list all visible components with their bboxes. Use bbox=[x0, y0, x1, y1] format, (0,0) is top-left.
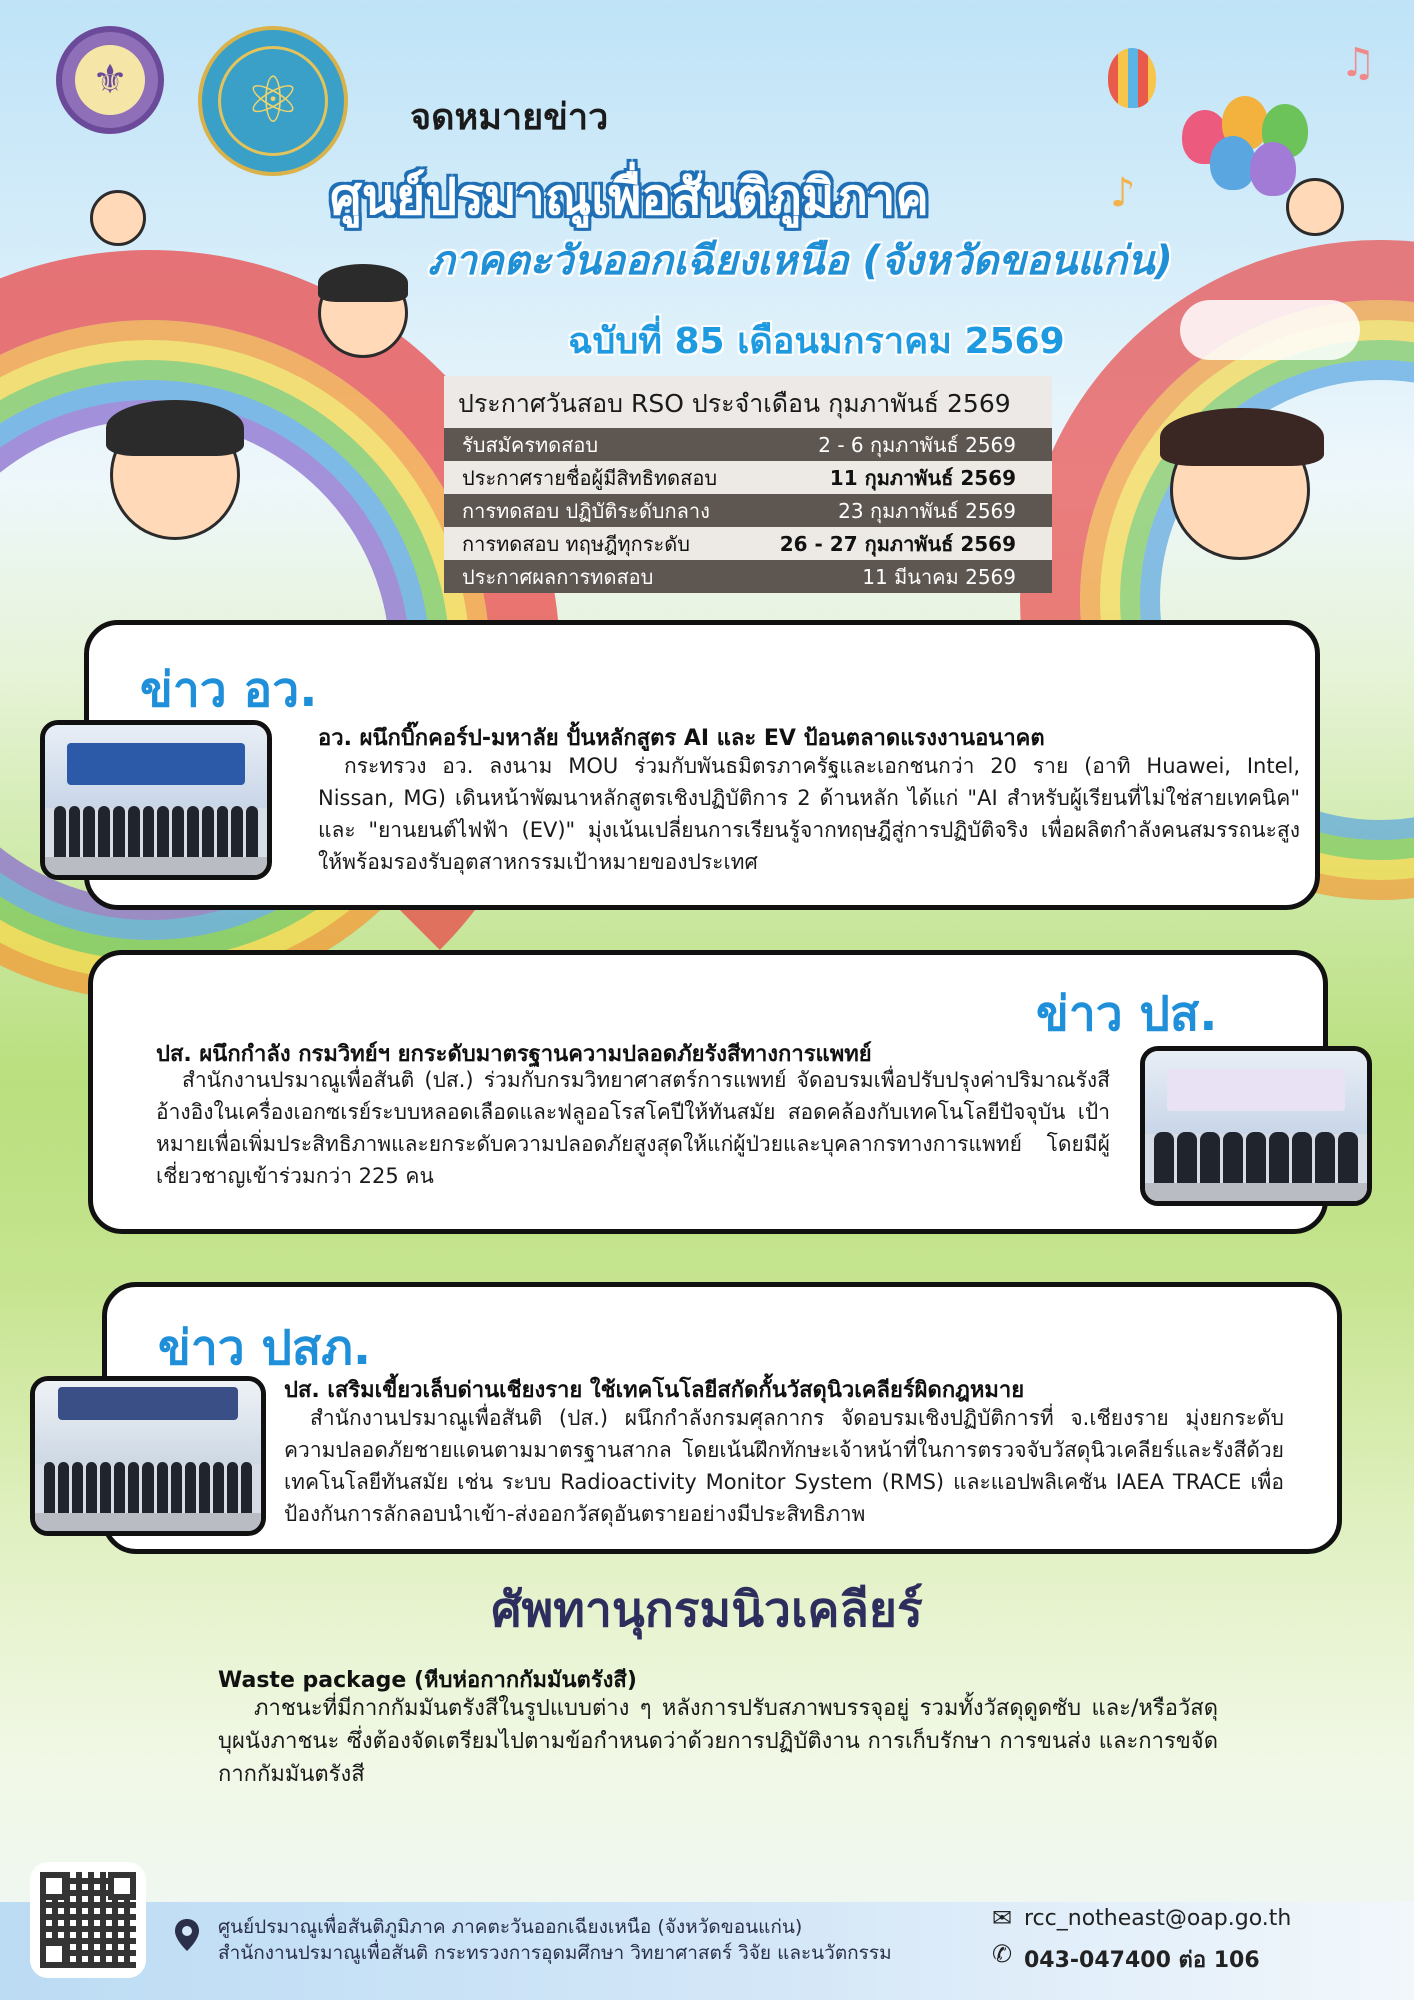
contact-phone[interactable]: 043-047400 ต่อ 106 bbox=[1024, 1948, 1260, 1973]
issue-number: ฉบับที่ 85 เดือนมกราคม 2569 bbox=[568, 321, 1065, 362]
rso-schedule-row bbox=[444, 461, 1052, 494]
rso-row-label: ประกาศรายชื่อผู้มีสิทธิทดสอบ bbox=[462, 465, 718, 490]
organization-title: ศูนย์ปรมาณูเพื่อสันติภูมิภาค bbox=[330, 168, 929, 226]
news-section-title: ข่าว ปสภ. bbox=[158, 1320, 372, 1376]
rso-row-label: การทดสอบ ปฏิบัติระดับกลาง bbox=[462, 498, 710, 523]
child-hair-illustration bbox=[106, 400, 244, 456]
news-headline: ปส. ผนึกกำลัง กรมวิทย์ฯ ยกระดับมาตรฐานความปลอดภัยรังสีทางการแพทย์ bbox=[156, 1042, 872, 1067]
rso-schedule-row bbox=[444, 494, 1052, 527]
rso-row-date: 23 กุมภาพันธ์ 2569 bbox=[838, 498, 1016, 523]
news-headline: อว. ผนึกบิ๊กคอร์ป-มหาลัย ปั้นหลักสูตร AI และ EV ป้อนตลาดแรงงานอนาคต bbox=[318, 726, 1045, 751]
balloon-illustration bbox=[1250, 142, 1296, 196]
news-section-title: ข่าว อว. bbox=[140, 662, 318, 718]
rso-schedule-row bbox=[444, 428, 1052, 461]
rso-row-label: รับสมัครทดสอบ bbox=[462, 432, 599, 457]
ministry-seal-icon: ⚜ bbox=[56, 26, 164, 134]
cloud-illustration bbox=[1180, 300, 1360, 360]
child-hair-illustration bbox=[318, 264, 408, 302]
hot-air-balloon-illustration bbox=[1108, 48, 1156, 108]
rso-schedule-heading: ประกาศวันสอบ RSO ประจำเดือน กุมภาพันธ์ 2569 bbox=[444, 376, 1052, 428]
music-note-icon: ♪ bbox=[1110, 170, 1136, 216]
rso-schedule-row bbox=[444, 527, 1052, 560]
email-icon: ✉ bbox=[992, 1904, 1013, 1932]
child-illustration bbox=[1286, 178, 1344, 236]
phone-icon: ✆ bbox=[992, 1940, 1013, 1968]
rso-row-label: ประกาศผลการทดสอบ bbox=[462, 564, 654, 589]
news-body: กระทรวง อว. ลงนาม MOU ร่วมกับพันธมิตรภาครัฐและเอกชนกว่า 20 ราย (อาทิ Huawei, Intel, Nissan, MG) เดินหน้าพัฒนาหลักสูตรเชิงปฏิบัติการ 2 ด้านหลัก ได้แก่ "AI สำหรับผู้เรียนที่ไม่ใช่สายเทคนิค" และ "ยานยนต์ไฟฟ้า (EV)" มุ่งเน้นเปลี่ยนการเรียนรู้จากทฤษฎีสู่การปฏิบัติจริง เพื่อผลิตกำลังคนสมรรถนะสูงให้พร้อมรองรับอุตสาหกรรมเป้าหมายของประเทศ bbox=[318, 754, 1300, 874]
region-title: ภาคตะวันออกเฉียงเหนือ (จังหวัดขอนแก่น) bbox=[428, 238, 1173, 284]
rso-row-date: 26 - 27 กุมภาพันธ์ 2569 bbox=[779, 531, 1016, 556]
rso-exam-schedule bbox=[444, 376, 1052, 593]
glossary-definition: ภาชนะที่มีกากกัมมันตรังสีในรูปแบบต่าง ๆ หลังการปรับสภาพบรรจุอยู่ รวมทั้งวัสดุดูดซับ และ/หรือวัสดุบุผนังภาชนะ ซึ่งต้องจัดเตรียมไปตามข้อกำหนดว่าด้วยการปฏิบัติงาน การเก็บรักษา การขนส่ง และการขจัดกากกัมมันตรังสี bbox=[218, 1696, 1218, 1787]
child-hair-illustration bbox=[1160, 408, 1324, 466]
music-note-icon: ♫ bbox=[1340, 40, 1376, 86]
qr-code-icon[interactable] bbox=[30, 1862, 146, 1978]
glossary-term: Waste package (หีบห่อกากกัมมันตรังสี) bbox=[218, 1668, 637, 1693]
newsletter-label: จดหมายข่าว bbox=[410, 97, 609, 138]
news-body: สำนักงานปรมาณูเพื่อสันติ (ปส.) ผนึกกำลังกรมศุลกากร จัดอบรมเชิงปฏิบัติการที่ จ.เชียงราย มุ่งยกระดับความปลอดภัยชายแดนตามมาตรฐานสากล โดยเน้นฝึกทักษะเจ้าหน้าที่ในการตรวจจับวัสดุนิวเคลียร์และรังสีด้วยเทคโนโลยีทันสมัย เช่น ระบบ Radioactivity Monitor System (RMS) และแอปพลิเคชัน IAEA TRACE เพื่อป้องกันการลักลอบนำเข้า-ส่งออกวัสดุอันตรายอย่างมีประสิทธิภาพ bbox=[284, 1406, 1284, 1526]
location-pin-icon bbox=[174, 1918, 200, 1952]
news-headline: ปส. เสริมเขี้ยวเล็บด่านเชียงราย ใช้เทคโนโลยีสกัดกั้นวัสดุนิวเคลียร์ผิดกฎหมาย bbox=[284, 1378, 1025, 1403]
address-line-1: ศูนย์ปรมาณูเพื่อสันติภูมิภาค ภาคตะวันออกเฉียงเหนือ (จังหวัดขอนแก่น) bbox=[218, 1916, 803, 1938]
news-photo bbox=[30, 1376, 266, 1536]
news-section-title: ข่าว ปส. bbox=[1036, 986, 1218, 1042]
glossary-title: ศัพทานุกรมนิวเคลียร์ bbox=[491, 1582, 923, 1638]
contact-email[interactable]: rcc_notheast@oap.go.th bbox=[1024, 1906, 1292, 1931]
news-photo bbox=[40, 720, 272, 880]
rso-row-date: 11 กุมภาพันธ์ 2569 bbox=[829, 465, 1016, 490]
address-line-2: สำนักงานปรมาณูเพื่อสันติ กระทรวงการอุดมศึกษา วิทยาศาสตร์ วิจัย และนวัตกรรม bbox=[218, 1942, 892, 1964]
balloon-illustration bbox=[1210, 136, 1256, 190]
rso-row-date: 2 - 6 กุมภาพันธ์ 2569 bbox=[818, 432, 1016, 457]
rso-schedule-row bbox=[444, 560, 1052, 593]
rso-row-date: 11 มีนาคม 2569 bbox=[862, 564, 1016, 589]
rso-row-label: การทดสอบ ทฤษฎีทุกระดับ bbox=[462, 531, 690, 556]
news-photo bbox=[1140, 1046, 1372, 1206]
footer-address bbox=[218, 1914, 892, 1966]
atoms-for-peace-seal-icon: ⚛ bbox=[198, 26, 348, 176]
news-body: สำนักงานปรมาณูเพื่อสันติ (ปส.) ร่วมกับกรมวิทยาศาสตร์การแพทย์ จัดอบรมเพื่อปรับปรุงค่าปริมาณรังสีอ้างอิงในเครื่องเอกซเรย์ระบบหลอดเลือดและฟลูออโรสโคปีให้ทันสมัย สอดคล้องกับเทคโนโลยีปัจจุบัน เป้าหมายเพื่อเพิ่มประสิทธิภาพและยกระดับความปลอดภัยสูงสุดให้แก่ผู้ป่วยและบุคลากรทางการแพทย์ โดยมีผู้เชี่ยวชาญเข้าร่วมกว่า 225 คน bbox=[156, 1068, 1110, 1188]
child-illustration bbox=[90, 190, 146, 246]
